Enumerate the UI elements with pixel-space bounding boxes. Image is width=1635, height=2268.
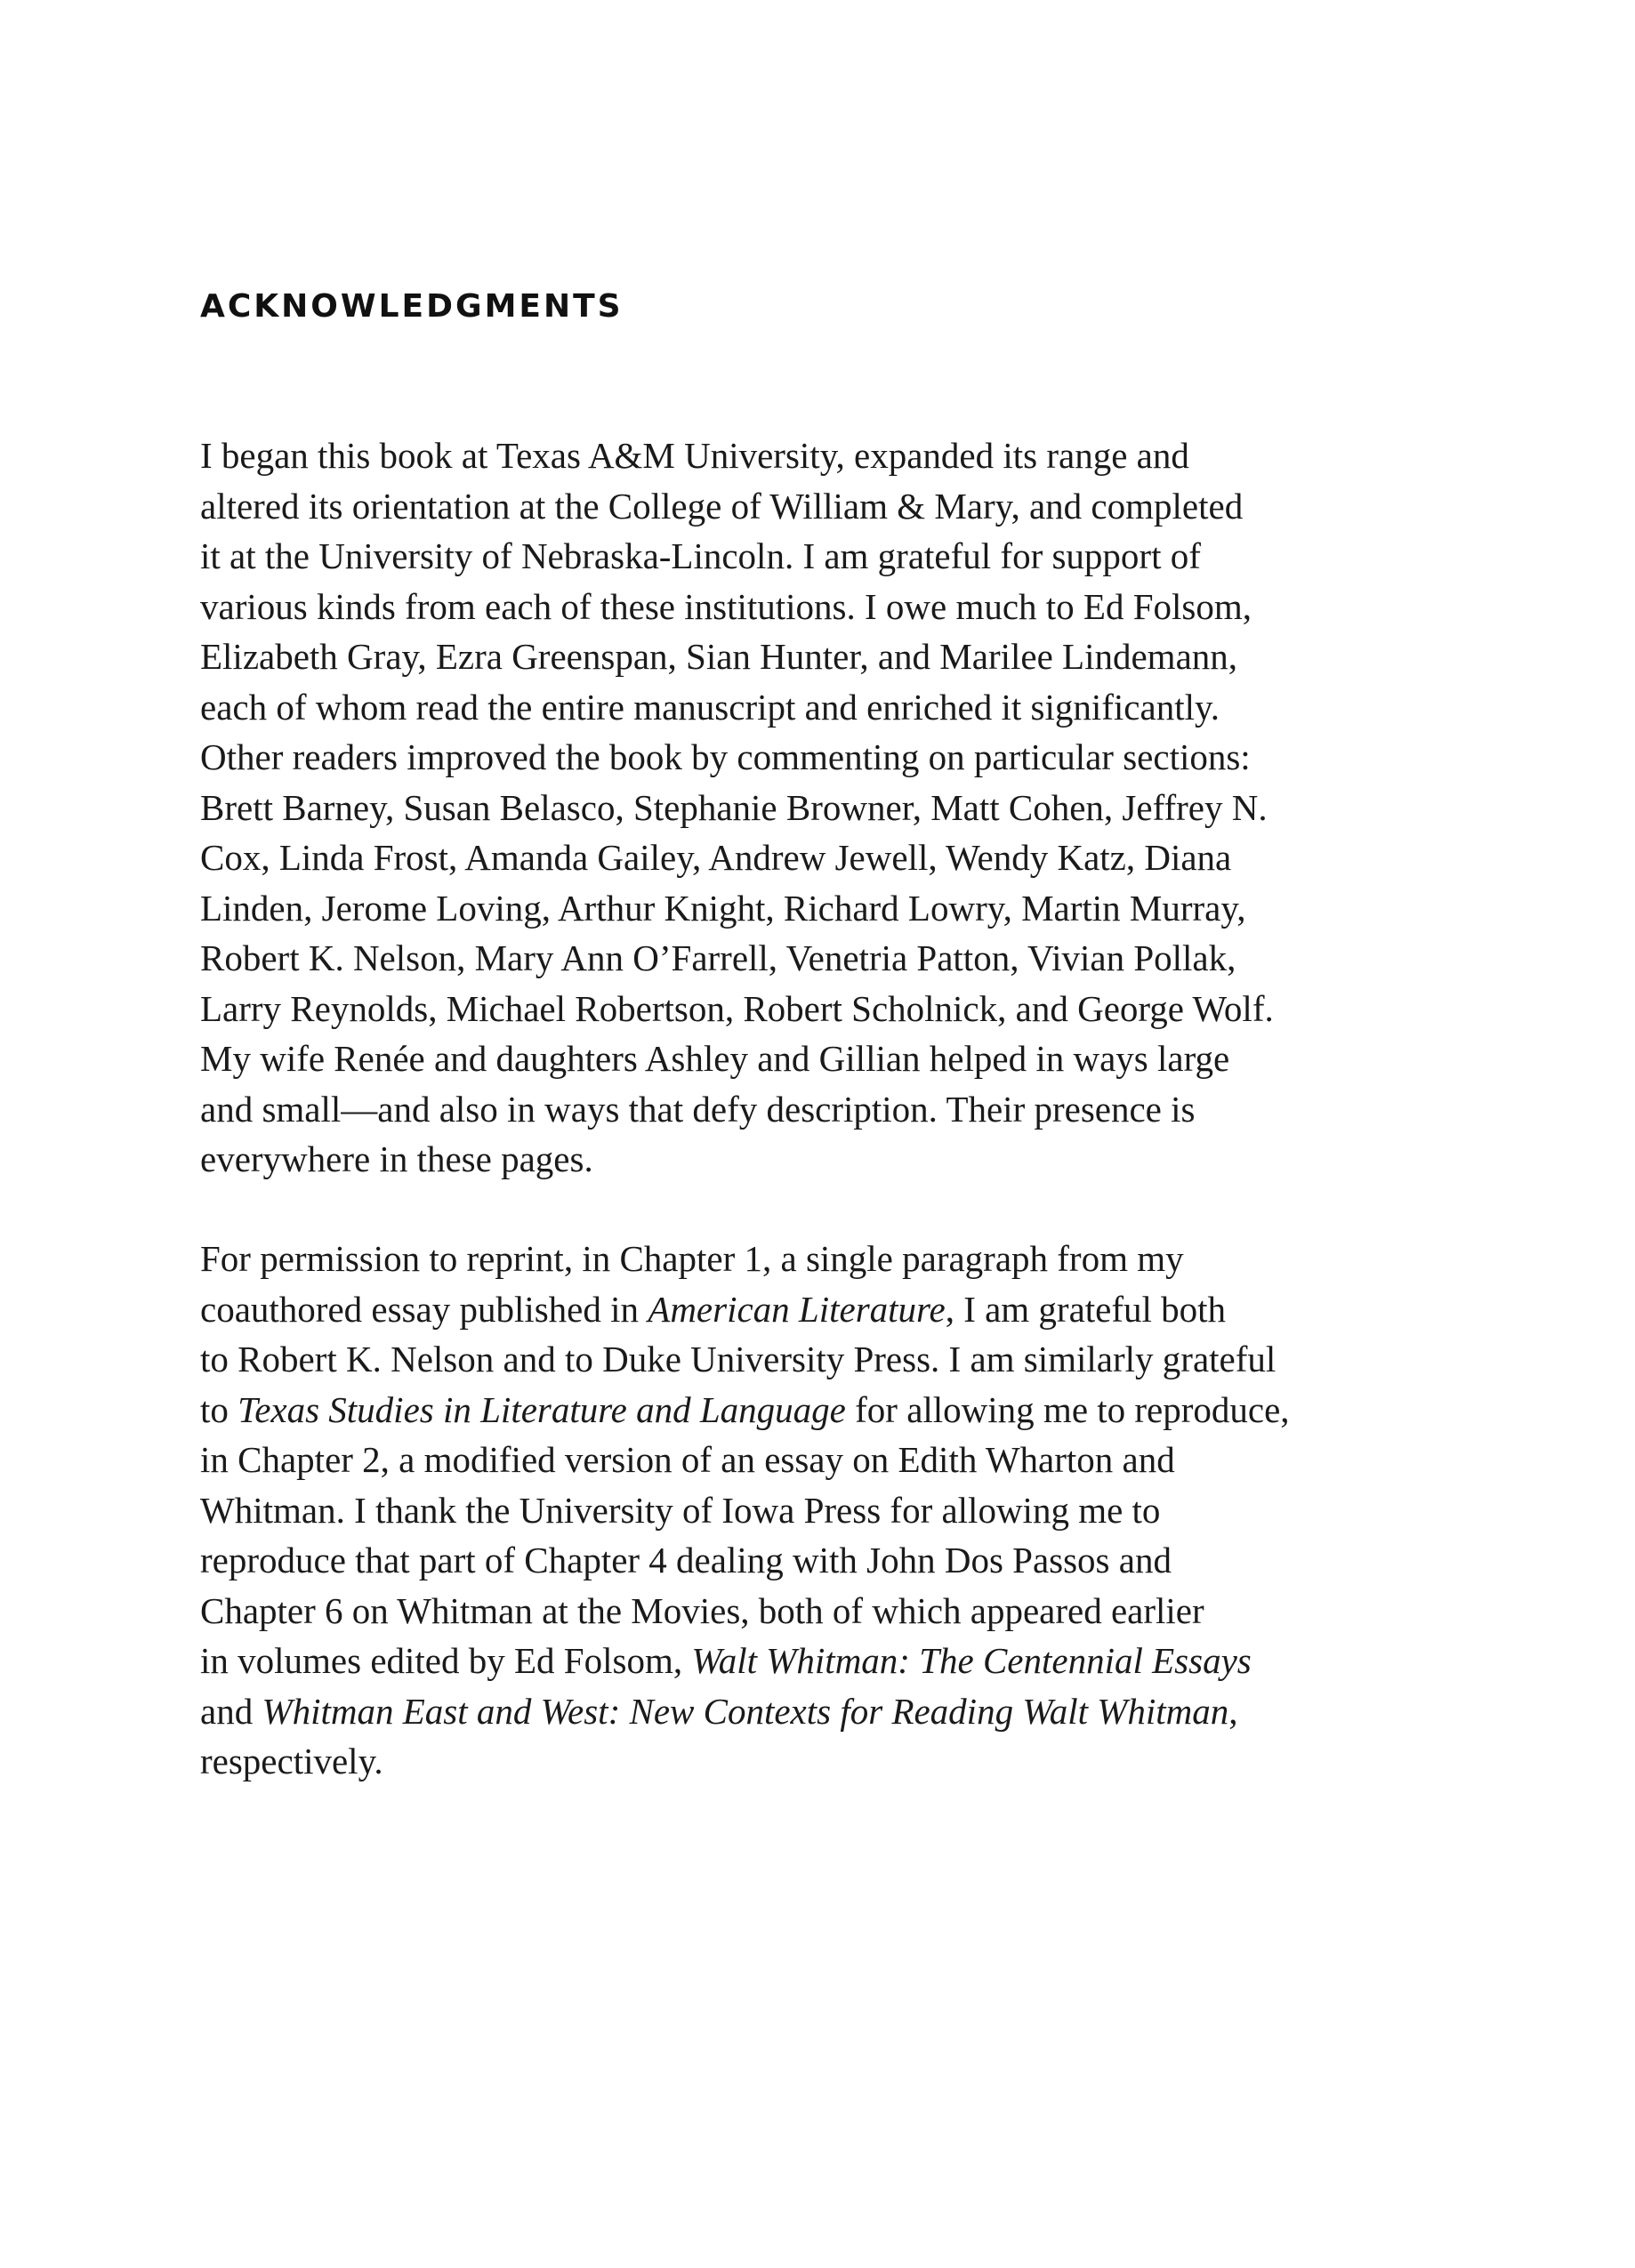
italic-title: American Literature bbox=[648, 1288, 946, 1330]
text-segment: and small—and also in ways that defy description. Their presence is bbox=[200, 1088, 1196, 1130]
text-segment: to bbox=[200, 1388, 238, 1430]
paragraph-2 bbox=[200, 1234, 1463, 1787]
text-segment: for allowing me to reproduce, bbox=[845, 1388, 1290, 1430]
text-segment: Cox, Linda Frost, Amanda Gailey, Andrew Jewell, Wendy Katz, Diana bbox=[200, 837, 1232, 878]
text-segment: respectively. bbox=[200, 1741, 383, 1781]
text-line bbox=[200, 933, 1463, 984]
text-line bbox=[200, 1736, 1463, 1787]
text-line bbox=[200, 1084, 1463, 1135]
text-segment: For permission to reprint, in Chapter 1, a single paragraph from my bbox=[200, 1238, 1184, 1279]
text-line bbox=[200, 481, 1463, 532]
text-line bbox=[200, 883, 1463, 934]
text-line bbox=[200, 732, 1463, 783]
text-segment: Elizabeth Gray, Ezra Greenspan, Sian Hunter, and Marilee Lindemann, bbox=[200, 636, 1238, 677]
text-line bbox=[200, 832, 1463, 883]
text-segment: Larry Reynolds, Michael Robertson, Robert Scholnick, and George Wolf. bbox=[200, 987, 1274, 1029]
italic-title: Walt Whitman: The Centennial Essays bbox=[691, 1640, 1252, 1681]
text-segment: to Robert K. Nelson and to Duke University Press. I am similarly grateful bbox=[200, 1339, 1277, 1379]
text-line bbox=[200, 1686, 1463, 1737]
text-segment: coauthored essay published in bbox=[200, 1288, 648, 1330]
text-segment: , I am grateful both bbox=[945, 1288, 1227, 1330]
text-segment: Brett Barney, Susan Belasco, Stephanie Browner, Matt Cohen, Jeffrey N. bbox=[200, 786, 1268, 828]
text-line bbox=[200, 1535, 1463, 1586]
text-segment: I began this book at Texas A&M University, expanded its range and bbox=[200, 435, 1189, 476]
text-segment: , bbox=[1228, 1690, 1238, 1732]
text-segment: it at the University of Nebraska-Lincoln. I am grateful for support of bbox=[200, 535, 1201, 576]
text-line bbox=[200, 1485, 1463, 1536]
text-segment: Robert K. Nelson, Mary Ann O’Farrell, Venetria Patton, Vivian Pollak, bbox=[200, 937, 1236, 978]
text-segment: everywhere in these pages. bbox=[200, 1138, 593, 1179]
text-segment: in Chapter 2, a modified version of an essay on Edith Wharton and bbox=[200, 1439, 1175, 1480]
page-title: ACKNOWLEDGMENTS bbox=[200, 288, 624, 325]
text-line bbox=[200, 1234, 1463, 1284]
text-segment: in volumes edited by Ed Folsom, bbox=[200, 1640, 692, 1681]
italic-title: Texas Studies in Literature and Language bbox=[238, 1388, 846, 1430]
text-segment: reproduce that part of Chapter 4 dealing with John Dos Passos and bbox=[200, 1540, 1172, 1580]
text-line bbox=[200, 1435, 1463, 1485]
text-segment: Other readers improved the book by commenting on particular sections: bbox=[200, 736, 1251, 777]
text-segment: Chapter 6 on Whitman at the Movies, both of which appeared earlier bbox=[200, 1589, 1204, 1631]
paragraph-1 bbox=[200, 430, 1463, 1185]
text-line bbox=[200, 1284, 1463, 1335]
text-line bbox=[200, 582, 1463, 632]
text-segment: Whitman. I thank the University of Iowa Press for allowing me to bbox=[200, 1489, 1161, 1531]
text-line bbox=[200, 1334, 1463, 1385]
text-segment: altered its orientation at the College of William & Mary, and completed bbox=[200, 485, 1244, 527]
text-segment: My wife Renée and daughters Ashley and Gillian helped in ways large bbox=[200, 1038, 1230, 1079]
text-segment: various kinds from each of these institutions. I owe much to Ed Folsom, bbox=[200, 585, 1252, 627]
text-line bbox=[200, 531, 1463, 582]
text-segment: Linden, Jerome Loving, Arthur Knight, Richard Lowry, Martin Murray, bbox=[200, 887, 1246, 929]
text-segment: each of whom read the entire manuscript and enriched it significantly. bbox=[200, 686, 1220, 728]
italic-title: Whitman East and West: New Contexts for Reading Walt Whitman bbox=[262, 1690, 1229, 1732]
text-line bbox=[200, 430, 1463, 481]
text-line bbox=[200, 1636, 1463, 1686]
text-line bbox=[200, 783, 1463, 833]
text-line bbox=[200, 1033, 1463, 1084]
text-line bbox=[200, 682, 1463, 733]
text-segment: and bbox=[200, 1690, 262, 1732]
text-line bbox=[200, 631, 1463, 682]
text-line bbox=[200, 1134, 1463, 1185]
text-line bbox=[200, 984, 1463, 1034]
text-line bbox=[200, 1385, 1463, 1436]
text-line bbox=[200, 1586, 1463, 1637]
